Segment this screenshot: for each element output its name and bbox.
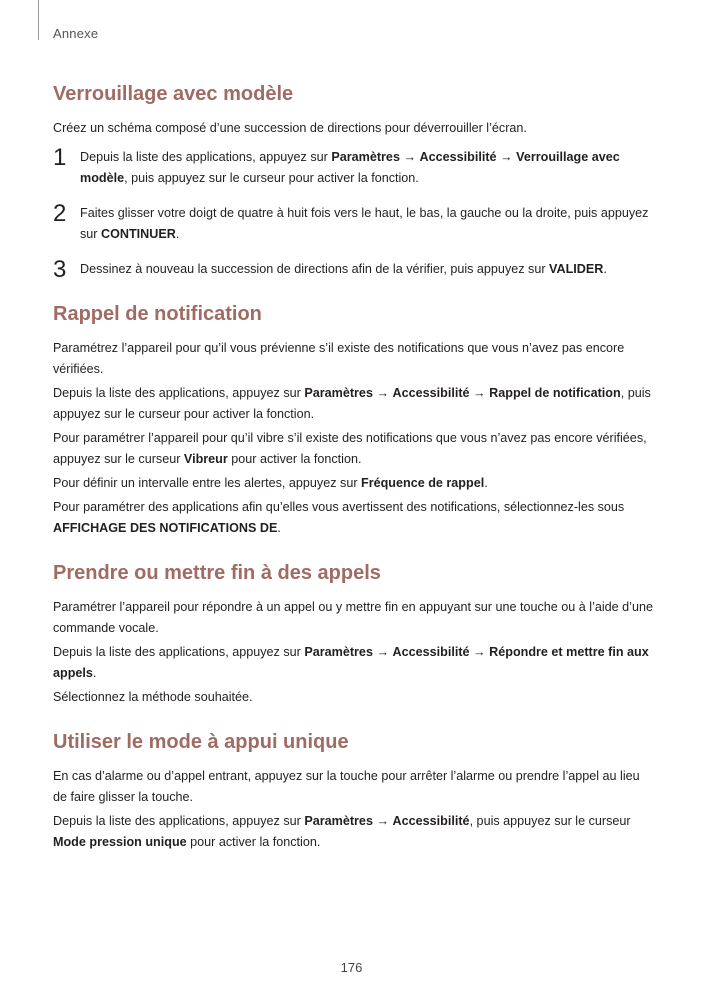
paragraph: Depuis la liste des applications, appuyez sur Paramètres → Accessibilité → Rappel de notification, puis appuyez sur le curseur pour activer la fonction. xyxy=(53,386,651,421)
paragraph: Depuis la liste des applications, appuyez sur Paramètres → Accessibilité → Répondre et mettre fin aux appels. xyxy=(53,645,649,680)
step-text: Dessinez à nouveau la succession de directions afin de la vérifier, puis appuyez sur VALIDER. xyxy=(80,262,607,276)
paragraph: Pour définir un intervalle entre les alertes, appuyez sur Fréquence de rappel. xyxy=(53,476,488,490)
step-text: Faites glisser votre doigt de quatre à huit fois vers le haut, le bas, la gauche ou la droite, puis appuyez sur CONTINUER. xyxy=(80,206,649,241)
paragraph: Depuis la liste des applications, appuyez sur Paramètres → Accessibilité, puis appuyez sur le curseur Mode pression unique pour activer la fonction. xyxy=(53,814,631,849)
section-notification-reminder xyxy=(53,300,653,539)
step-2 xyxy=(53,200,653,245)
step-number: 3 xyxy=(53,256,67,283)
paragraph: En cas d’alarme ou d’appel entrant, appuyez sur la touche pour arrêter l’alarme ou prendre l’appel au lieu de faire glisser la touche. xyxy=(53,769,640,804)
page-number: 176 xyxy=(340,960,363,975)
section-title: Prendre ou mettre fin à des appels xyxy=(53,562,381,584)
paragraph: Pour paramétrer l’appareil pour qu’il vibre s’il existe des notifications que vous n’avez pas encore vérifiées, appuyez sur le curseur Vibreur pour activer la fonction. xyxy=(53,431,647,466)
paragraph: Pour paramétrer des applications afin qu’elles vous avertissent des notifications, sélectionnez-les sous AFFICHAGE DES NOTIFICATIONS DE. xyxy=(53,500,625,535)
step-number: 2 xyxy=(53,200,67,227)
step-number: 1 xyxy=(53,144,67,171)
section-answer-end-calls xyxy=(53,559,653,708)
section-title: Verrouillage avec modèle xyxy=(53,83,294,105)
header-rule xyxy=(38,0,39,40)
step-text: Depuis la liste des applications, appuyez sur Paramètres → Accessibilité → Verrouillage avec modèle, puis appuyez sur le curseur pour activer la fonction. xyxy=(80,150,620,185)
section-title: Rappel de notification xyxy=(53,303,262,325)
step-1 xyxy=(53,144,653,189)
section-single-tap-mode xyxy=(53,728,653,853)
paragraph: Paramétrer l’appareil pour répondre à un appel ou y mettre fin en appuyant sur une touche ou à l’aide d’une commande vocale. xyxy=(53,600,653,635)
section-intro: Créez un schéma composé d’une succession de directions pour déverrouiller l’écran. xyxy=(53,121,527,135)
section-title: Utiliser le mode à appui unique xyxy=(53,731,349,753)
section-pattern-lock xyxy=(53,80,653,283)
step-3 xyxy=(53,256,653,283)
header-label: Annexe xyxy=(53,26,99,41)
page-content xyxy=(53,80,653,873)
paragraph: Paramétrez l’appareil pour qu’il vous prévienne s’il existe des notifications que vous n’avez pas encore vérifiées. xyxy=(53,341,625,376)
paragraph: Sélectionnez la méthode souhaitée. xyxy=(53,690,253,704)
